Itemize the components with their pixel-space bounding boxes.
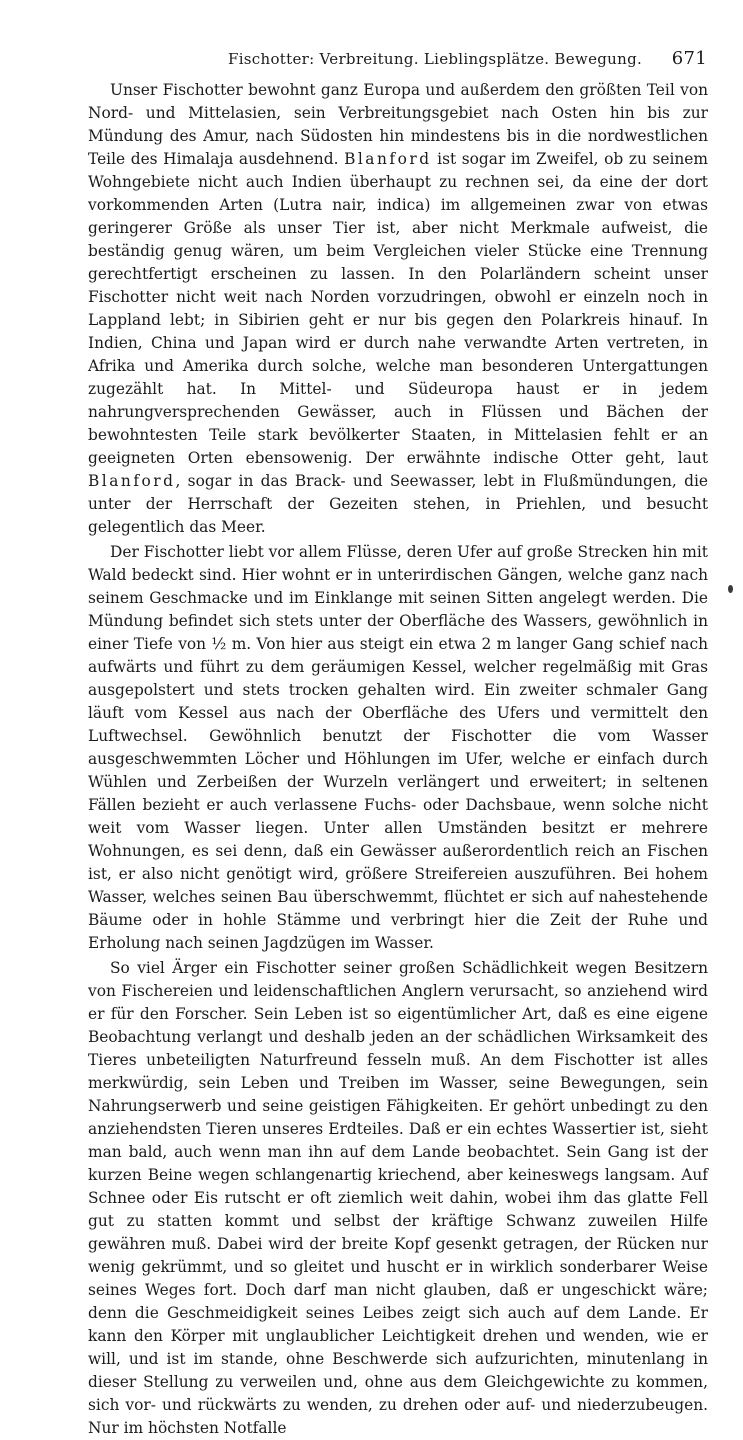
page-header — [88, 44, 707, 74]
text-run: , sogar in das Brack- und Seewasser, lebt in Flußmündungen, die unter der Herrschaft der Gezeiten stehen, in Priehlen, und besucht gelegentlich das Meer. — [88, 472, 708, 536]
body-text — [88, 79, 708, 1440]
running-title: Fischotter: Verbreitung. Lieblingsplätze. Bewegung. — [228, 50, 643, 68]
text-run: Der Fischotter liebt vor allem Flüsse, deren Ufer auf große Strecken hin mit Wald bedeckt sind. Hier wohnt er in unterirdischen Gängen, welche ganz nach seinem Geschmacke und im Einklange mit seinen Sitten angelegt werden. Die Mündung befindet sich stets unter der Oberfläche des Wassers, gewöhnlich in einer Tiefe von ½ m. Von hier aus steigt ein etwa 2 m langer Gang schief nach aufwärts und führt zu dem geräumigen Kessel, welcher regelmäßig mit Gras ausgepolstert und stets trocken gehalten wird. Ein zweiter schmaler Gang läuft vom Kessel aus nach der Oberfläche des Ufers und vermittelt den Luftwechsel. Gewöhnlich benutzt der Fischotter die vom Wasser ausgeschwemmten Löcher und Höhlungen im Ufer, welche er einfach durch Wühlen und Zerbeißen der Wurzeln verlängert und erweitert; in seltenen Fällen bezieht er auch verlassene Fuchs- oder Dachsbaue, wenn solche nicht weit vom Wasser liegen. Unter allen Umständen besitzt er mehrere Wohnungen, es sei denn, daß ein Gewässer außerordentlich reich an Fischen ist, er also nicht genötigt wird, größere Streifereien auszuführen. Bei hohem Wasser, welches seinen Bau überschwemmt, flüchtet er sich auf nahestehende Bäume oder in hohle Stämme und verbringt hier die Zeit der Ruhe und Erholung nach seinen Jagdzügen im Wasser. — [88, 543, 708, 952]
author-name: Blanford — [88, 472, 176, 490]
paragraph-distribution — [88, 79, 708, 539]
paragraph-behavior — [88, 957, 708, 1440]
author-name: Blanford — [344, 150, 432, 168]
page-number: 671 — [671, 48, 707, 69]
text-run: ist sogar im Zweifel, ob zu seinem Wohngebiete nicht auch Indien überhaupt zu rechnen sei, da eine der dort vorkommenden Arten (Lutra nair, indica) im allgemeinen zwar von etwas geringerer Größe als unser Tier ist, aber nicht Merkmale aufweist, die beständig genug wären, um beim Vergleichen vieler Stücke eine Trennung gerechtfertigt erscheinen zu lassen. In den Polarländern scheint unser Fischotter nicht weit nach Norden vorzudringen, obwohl er einzeln noch in Lappland lebt; in Sibirien geht er nur bis gegen den Polarkreis hinauf. In Indien, China und Japan wird er durch nahe verwandte Arten vertreten, in Afrika und Amerika durch solche, welche man besonderen Untergattungen zugezählt hat. In Mittel- und Südeuropa haust er in jedem nahrungversprechenden Gewässer, auch in Flüssen und Bächen der bewohntesten Teile stark bevölkerter Staaten, in Mittelasien fehlt er an geeigneten Orten ebensowenig. Der erwähnte indische Otter geht, laut — [88, 150, 708, 467]
text-run: Unser Fischotter bewohnt ganz Europa und außerdem den größten Teil von Nord- und Mittelasien, sein Verbreitungsgebiet nach Osten hin bis zur Mündung des Amur, nach Südosten hin mindestens bis in die nordwestlichen Teile des Himalaja ausdehnend. — [88, 81, 708, 168]
text-run: So viel Ärger ein Fischotter seiner großen Schädlichkeit wegen Besitzern von Fischereien und leidenschaftlichen Anglern verursacht, so anziehend wird er für den Forscher. Sein Leben ist so eigentümlicher Art, daß es eine eigene Beobachtung verlangt und deshalb jeden an der schädlichen Wirksamkeit des Tieres unbeteiligten Naturfreund fesseln muß. An dem Fischotter ist alles merkwürdig, sein Leben und Treiben im Wasser, seine Bewegungen, sein Nahrungserwerb und seine geistigen Fähigkeiten. Er gehört unbedingt zu den anziehendsten Tieren unseres Erdteiles. Daß er ein echtes Wassertier ist, sieht man bald, auch wenn man ihn auf dem Lande beobachtet. Sein Gang ist der kurzen Beine wegen schlangenartig kriechend, aber keineswegs langsam. Auf Schnee oder Eis rutscht er oft ziemlich weit dahin, wobei ihm das glatte Fell gut zu statten kommt und selbst der kräftige Schwanz zuweilen Hilfe gewähren muß. Dabei wird der breite Kopf gesenkt getragen, der Rücken nur wenig gekrümmt, und so gleitet und huscht er in wirklich sonderbarer Weise seines Weges fort. Doch darf man nicht glauben, daß er ungeschickt wäre; denn die Geschmeidigkeit seines Leibes zeigt sich auch auf dem Lande. Er kann den Körper mit unglaublicher Leichtigkeit drehen und wenden, wie er will, und ist im stande, ohne Beschwerde sich aufzurichten, minutenlang in dieser Stellung zu verweilen und, ohne aus dem Gleichgewichte zu kommen, sich vor- und rückwärts zu wenden, zu drehen oder auf- und niederzubeugen. Nur im höchsten Notfalle — [88, 959, 708, 1437]
paragraph-habitat — [88, 541, 708, 955]
margin-ink-mark — [728, 585, 733, 593]
